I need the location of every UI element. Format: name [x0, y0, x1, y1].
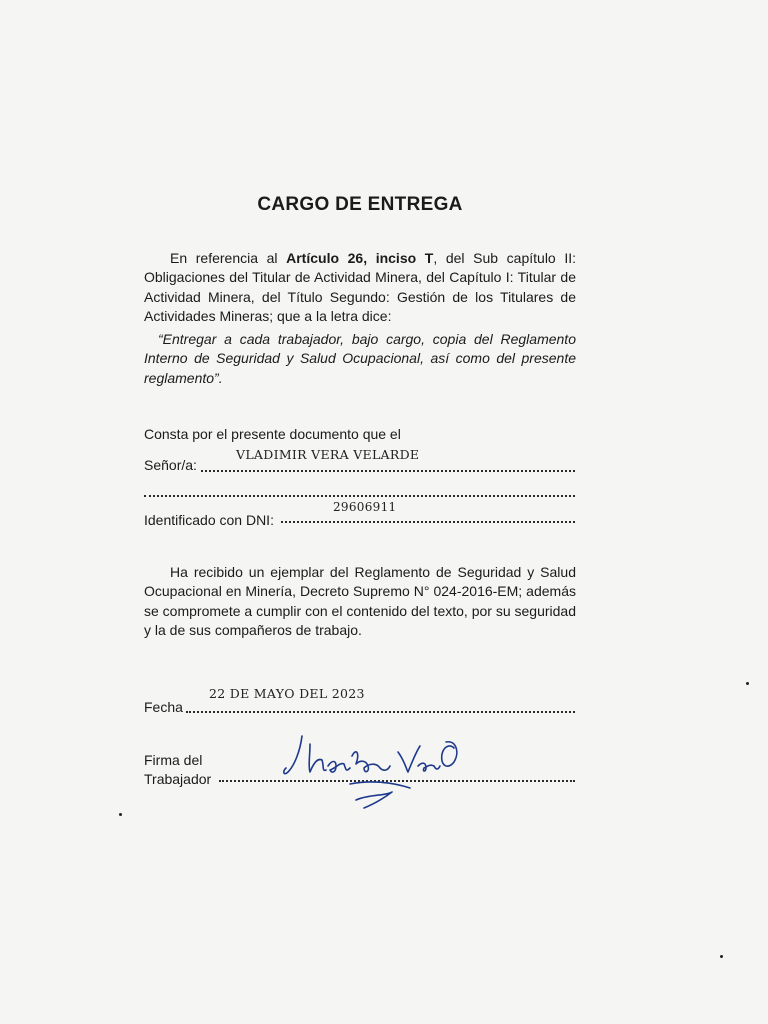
- signature-icon: [280, 722, 470, 822]
- dni-line: [281, 521, 575, 523]
- senor-value: VLADIMIR VERA VELARDE: [236, 447, 420, 462]
- intro-text-end: , del Sub capítulo II: Obligaciones del Titular de Actividad Minera, del Capítulo I: Titular de Actividad Minera, del Título Segundo: Gestión de los Titulares de Actividades Mineras; que a la letra dice:: [144, 250, 576, 325]
- receipt-paragraph: Ha recibido un ejemplar del Reglamento de Seguridad y Salud Ocupacional en Minería, Decreto Supremo N° 024-2016-EM; además se compromete a cumplir con el contenido del texto, por su seguridad y la de sus compañeros de trabajo.: [144, 564, 576, 639]
- dni-label: Identificado con DNI:: [144, 512, 274, 528]
- quote-paragraph: “Entregar a cada trabajador, bajo cargo, copia del Reglamento Interno de Seguridad y Salud Ocupacional, así como del presente reglamento”.: [144, 331, 576, 386]
- firma-label-2: Trabajador: [144, 771, 212, 787]
- consta-text: Consta por el presente documento que el: [144, 426, 401, 442]
- firma-label-1: Firma del: [144, 752, 203, 768]
- fecha-line: [186, 711, 575, 713]
- speck-mark: [720, 955, 723, 958]
- speck-mark: [746, 682, 749, 685]
- dni-value: 29606911: [333, 500, 397, 514]
- speck-mark: [119, 813, 122, 816]
- document-title: CARGO DE ENTREGA: [257, 194, 463, 215]
- intro-text-start: En referencia al: [170, 250, 287, 266]
- fecha-value: 22 DE MAYO DEL 2023: [209, 686, 365, 701]
- intro-article-reference: Artículo 26, inciso T: [286, 250, 434, 266]
- senor-line: [201, 470, 575, 472]
- blank-line: [144, 495, 575, 497]
- senor-label: Señor/a:: [144, 457, 197, 473]
- fecha-label: Fecha: [144, 699, 183, 715]
- intro-paragraph: [144, 249, 576, 327]
